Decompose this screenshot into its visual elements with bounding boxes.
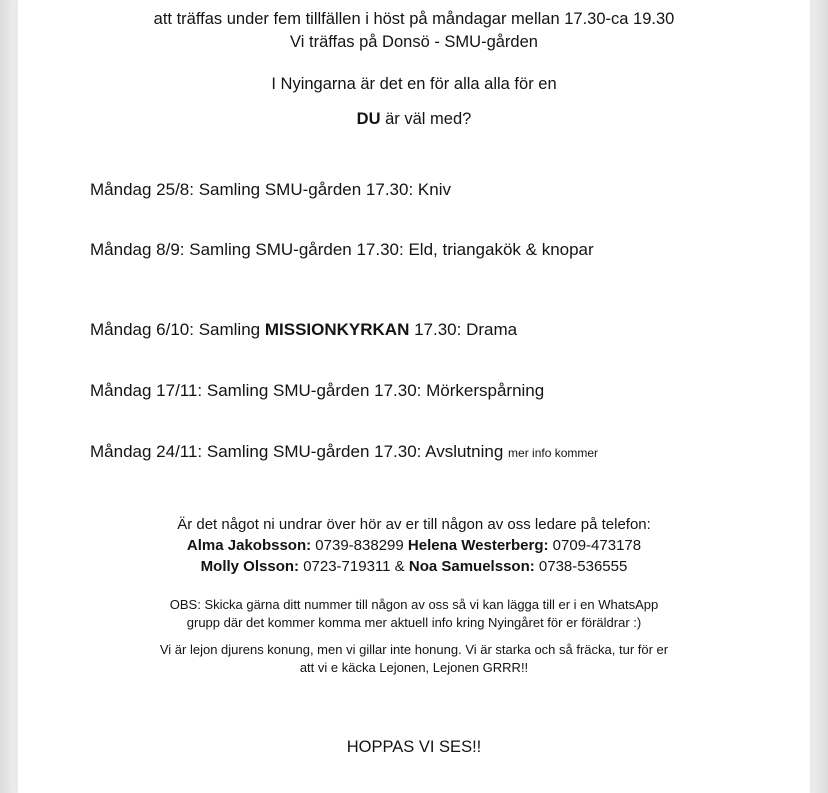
closing: HOPPAS VI SES!!	[346, 738, 482, 756]
schedule-item-3-pre: Måndag 6/10: Samling	[90, 320, 265, 339]
schedule-item-5-text: Måndag 24/11: Samling SMU-gården 17.30: Avslutning	[90, 442, 504, 461]
page-edge-left	[0, 0, 18, 793]
contacts-joiner: &	[394, 558, 405, 575]
chant-line-2: att vi e käcka Lejonen, Lejonen GRRR!!	[299, 660, 529, 675]
contacts-line-2	[18, 558, 810, 575]
document-page	[18, 0, 810, 793]
schedule-item-2: Måndag 8/9: Samling SMU-gården 17.30: Eld, triangakök & knopar	[90, 240, 594, 259]
motto: I Nyingarna är det en för alla alla för en	[271, 75, 557, 93]
schedule-item-5-note: mer info kommer	[508, 446, 599, 460]
schedule-item-1: Måndag 25/8: Samling SMU-gården 17.30: Kniv	[90, 180, 451, 199]
intro-line-2: Vi träffas på Donsö - SMU-gården	[290, 33, 538, 51]
schedule-item-5	[90, 442, 598, 462]
leader-phone-3: 0723-719311	[303, 558, 391, 575]
leader-phone-1: 0739-838299	[315, 537, 404, 554]
leader-name-4: Noa Samuelsson:	[408, 558, 535, 575]
leader-phone-2: 0709-473178	[552, 537, 642, 554]
invite	[18, 110, 810, 129]
schedule-item-4: Måndag 17/11: Samling SMU-gården 17.30: Mörkerspårning	[90, 381, 545, 400]
invite-rest: är väl med?	[380, 110, 472, 128]
contacts-line-1	[18, 537, 810, 554]
chant-line-1: Vi är lejon djurens konung, men vi gillar inte honung. Vi är starka och så fräcka, tur för er	[159, 642, 669, 657]
obs-line-1: OBS: Skicka gärna ditt nummer till någon av oss så vi kan lägga till er i en WhatsApp	[169, 597, 659, 612]
leader-phone-4: 0738-536555	[538, 558, 628, 575]
leader-name-2: Helena Westerberg:	[407, 537, 549, 554]
page-edge-right	[810, 0, 828, 793]
obs-line-2: grupp där det kommer komma mer aktuell info kring Nyingåret för er föräldrar :)	[186, 615, 642, 630]
intro-line-1: att träffas under fem tillfällen i höst på måndagar mellan 17.30-ca 19.30	[153, 10, 675, 28]
schedule-item-3-bold: MISSIONKYRKAN	[264, 320, 410, 339]
schedule-item-3-post: 17.30: Drama	[409, 320, 518, 339]
contacts-intro: Är det något ni undrar över hör av er till någon av oss ledare på telefon:	[177, 516, 651, 533]
schedule-item-3	[90, 320, 517, 340]
invite-bold: DU	[356, 110, 381, 128]
leader-name-1: Alma Jakobsson:	[186, 537, 312, 554]
leader-name-3: Molly Olsson:	[200, 558, 300, 575]
